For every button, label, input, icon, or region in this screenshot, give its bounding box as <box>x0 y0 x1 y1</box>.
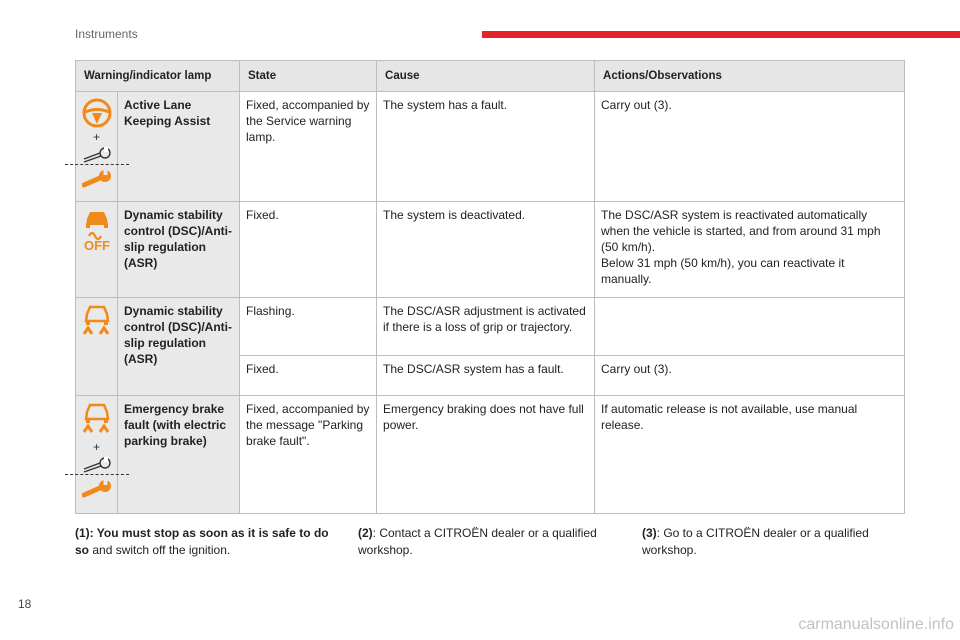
footnote-ref: (1) <box>75 526 90 540</box>
state-cell: Fixed. <box>240 202 377 298</box>
cause-cell: Emergency braking does not have full power. <box>377 396 595 514</box>
spanner-outline-icon <box>82 145 112 163</box>
steering-wheel-icon <box>81 97 113 129</box>
spanner-outline-icon <box>82 455 112 473</box>
state-cell: Fixed, accompanied by the Service warning lamp. <box>240 92 377 202</box>
footnote-text: : Contact a CITROËN dealer or a qualified workshop. <box>358 526 597 557</box>
warning-lamp-table <box>75 60 905 514</box>
dsc-off-icon <box>81 207 113 251</box>
icon-off-text: OFF <box>83 238 110 251</box>
lamp-icon-cell <box>76 202 118 298</box>
footnote-bold-text: : You must stop as soon as it is safe to do so <box>75 526 329 557</box>
page-number: 18 <box>18 597 32 611</box>
footnote-text: : Go to a CITROËN dealer or a qualified workshop. <box>642 526 869 557</box>
plus-sign: + <box>92 130 100 144</box>
table-header-row <box>76 61 905 92</box>
lamp-icon-cell <box>76 298 118 396</box>
footnote-ref: (2) <box>358 526 373 540</box>
action-cell: The DSC/ASR system is reactivated automatically when the vehicle is started, and from around 31 mph (50 km/h). Below 31 mph (50 km/h), you can reactivate it manually. <box>595 202 905 298</box>
dsc-asr-icon <box>80 401 114 439</box>
action-cell: If automatic release is not available, use manual release. <box>595 396 905 514</box>
state-cell: Fixed, accompanied by the message "Parking brake fault". <box>240 396 377 514</box>
cause-cell: The DSC/ASR adjustment is activated if there is a loss of grip or trajectory. <box>377 298 595 356</box>
lamp-name: Dynamic stability control (DSC)/Anti-slip regulation (ASR) <box>118 202 240 298</box>
footnote-text: and switch off the ignition. <box>89 543 231 557</box>
section-title: Instruments <box>75 27 138 41</box>
plus-sign: + <box>92 440 100 454</box>
state-cell: Fixed. <box>240 356 377 396</box>
table-row <box>76 92 905 202</box>
footnote-ref: (3) <box>642 526 657 540</box>
cause-cell: The system has a fault. <box>377 92 595 202</box>
lamp-name: Emergency brake fault (with electric parking brake) <box>118 396 240 514</box>
column-header-actions: Actions/Observations <box>595 61 905 92</box>
column-header-cause: Cause <box>377 61 595 92</box>
footnote-3 <box>642 525 904 559</box>
column-header-state: State <box>240 61 377 92</box>
lamp-name: Active Lane Keeping Assist <box>118 92 240 202</box>
dashed-separator <box>65 164 129 165</box>
state-cell: Flashing. <box>240 298 377 356</box>
lamp-icon-cell <box>76 92 118 202</box>
dashed-separator <box>65 474 129 475</box>
spanner-solid-icon <box>82 168 112 190</box>
table-row <box>76 202 905 298</box>
header-accent-bar <box>482 31 960 38</box>
footnote-2 <box>358 525 613 559</box>
lamp-icon-cell <box>76 396 118 514</box>
footnote-1 <box>75 525 345 559</box>
watermark: carmanualsonline.info <box>798 616 954 633</box>
table-row <box>76 396 905 514</box>
table-row <box>76 298 905 356</box>
action-cell: Carry out (3). <box>595 356 905 396</box>
spanner-solid-icon <box>82 478 112 500</box>
lamp-name: Dynamic stability control (DSC)/Anti-slip regulation (ASR) <box>118 298 240 396</box>
dsc-asr-icon <box>80 303 114 343</box>
cause-cell: The DSC/ASR system has a fault. <box>377 356 595 396</box>
action-cell <box>595 298 905 356</box>
action-cell: Carry out (3). <box>595 92 905 202</box>
column-header-lamp: Warning/indicator lamp <box>76 61 240 92</box>
cause-cell: The system is deactivated. <box>377 202 595 298</box>
